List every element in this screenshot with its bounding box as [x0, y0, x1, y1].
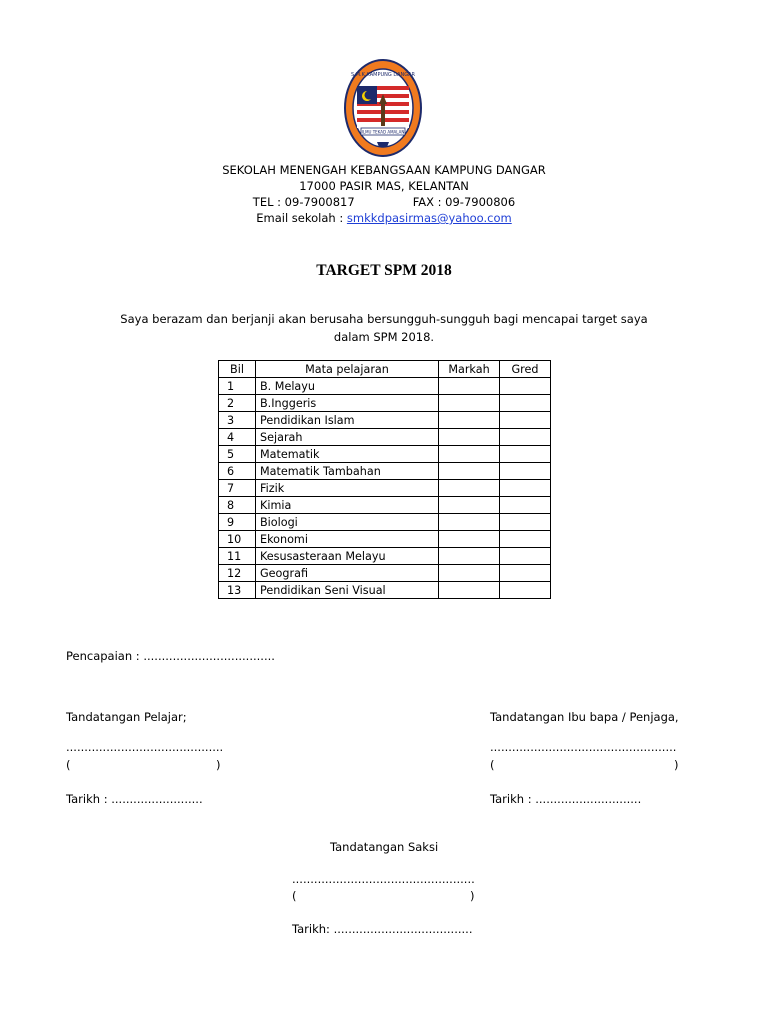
school-crest-logo: [343, 58, 423, 162]
cell-markah[interactable]: [439, 395, 500, 412]
cell-bil: 13: [219, 582, 256, 599]
cell-subject: Ekonomi: [256, 531, 439, 548]
cell-markah[interactable]: [439, 531, 500, 548]
cell-subject: B.Inggeris: [256, 395, 439, 412]
school-address: 17000 PASIR MAS, KELANTAN: [299, 179, 469, 193]
cell-gred[interactable]: [500, 378, 551, 395]
email-link[interactable]: smkkdpasirmas@yahoo.com: [346, 211, 512, 225]
table-row: [219, 412, 551, 429]
cell-markah[interactable]: [439, 565, 500, 582]
cell-bil: 9: [219, 514, 256, 531]
table-row: [219, 429, 551, 446]
cell-markah[interactable]: [439, 429, 500, 446]
student-date[interactable]: Tarikh : .........................: [66, 792, 203, 806]
table-row: [219, 548, 551, 565]
cell-gred[interactable]: [500, 480, 551, 497]
cell-bil: 3: [219, 412, 256, 429]
cell-subject: B. Melayu: [256, 378, 439, 395]
cell-subject: Kesusasteraan Melayu: [256, 548, 439, 565]
cell-bil: 2: [219, 395, 256, 412]
cell-gred[interactable]: [500, 412, 551, 429]
table-row: [219, 480, 551, 497]
student-signature-line[interactable]: ...........................................: [66, 740, 224, 754]
header-gred: Gred: [500, 361, 551, 378]
table-header-row: [219, 361, 551, 378]
cell-gred[interactable]: [500, 429, 551, 446]
witness-date[interactable]: Tarikh: ......................................: [292, 922, 473, 936]
cell-subject: Biologi: [256, 514, 439, 531]
cell-markah[interactable]: [439, 412, 500, 429]
witness-name-open: (: [292, 889, 297, 903]
table-row: [219, 446, 551, 463]
witness-signature-label: Tandatangan Saksi: [330, 840, 439, 854]
table-row: [219, 514, 551, 531]
cell-gred[interactable]: [500, 565, 551, 582]
contact-line: [0, 194, 768, 210]
cell-subject: Sejarah: [256, 429, 439, 446]
table-row: [219, 582, 551, 599]
parent-name-close: ): [674, 758, 679, 772]
table-row: [219, 463, 551, 480]
table-row: [219, 395, 551, 412]
witness-name-close: ): [470, 889, 475, 903]
cell-bil: 1: [219, 378, 256, 395]
parent-name-open: (: [490, 758, 495, 772]
email-label: Email sekolah :: [256, 211, 347, 225]
table-row: [219, 378, 551, 395]
cell-gred[interactable]: [500, 514, 551, 531]
cell-bil: 7: [219, 480, 256, 497]
cell-bil: 11: [219, 548, 256, 565]
table-row: [219, 497, 551, 514]
cell-gred[interactable]: [500, 497, 551, 514]
cell-gred[interactable]: [500, 446, 551, 463]
cell-markah[interactable]: [439, 497, 500, 514]
cell-subject: Matematik Tambahan: [256, 463, 439, 480]
cell-bil: 4: [219, 429, 256, 446]
cell-subject: Kimia: [256, 497, 439, 514]
tel-number: TEL : 09-7900817: [252, 195, 355, 209]
parent-signature-line[interactable]: ...................................................: [490, 740, 677, 754]
cell-bil: 12: [219, 565, 256, 582]
cell-gred[interactable]: [500, 548, 551, 565]
cell-markah[interactable]: [439, 582, 500, 599]
cell-gred[interactable]: [500, 395, 551, 412]
school-name: SEKOLAH MENENGAH KEBANGSAAN KAMPUNG DANGAR: [222, 163, 546, 177]
header-bil: Bil: [219, 361, 256, 378]
fax-number: FAX : 09-7900806: [412, 195, 516, 209]
cell-subject: Pendidikan Seni Visual: [256, 582, 439, 599]
cell-bil: 5: [219, 446, 256, 463]
cell-bil: 10: [219, 531, 256, 548]
logo-banner-text: ILMU TEKAD AMALAN: [361, 129, 405, 135]
parent-date[interactable]: Tarikh : .............................: [490, 792, 642, 806]
parent-signature-label: Tandatangan Ibu bapa / Penjaga,: [490, 710, 679, 724]
cell-markah[interactable]: [439, 548, 500, 565]
cell-gred[interactable]: [500, 582, 551, 599]
target-table: [218, 360, 551, 599]
student-name-close: ): [216, 758, 221, 772]
witness-signature-line[interactable]: ..................................................: [292, 872, 475, 886]
cell-bil: 8: [219, 497, 256, 514]
cell-gred[interactable]: [500, 531, 551, 548]
cell-gred[interactable]: [500, 463, 551, 480]
cell-subject: Geografi: [256, 565, 439, 582]
cell-subject: Matematik: [256, 446, 439, 463]
header-subject: Mata pelajaran: [256, 361, 439, 378]
pledge-text: Saya berazam dan berjanji akan berusaha bersungguh-sungguh bagi mencapai target saya dalam SPM 2018.: [120, 312, 648, 344]
cell-markah[interactable]: [439, 446, 500, 463]
cell-markah[interactable]: [439, 463, 500, 480]
table-body: [219, 378, 551, 599]
student-name-open: (: [66, 758, 71, 772]
page-title: TARGET SPM 2018: [316, 262, 452, 279]
cell-markah[interactable]: [439, 378, 500, 395]
cell-subject: Fizik: [256, 480, 439, 497]
cell-markah[interactable]: [439, 480, 500, 497]
student-signature-label: Tandatangan Pelajar;: [66, 710, 187, 724]
cell-bil: 6: [219, 463, 256, 480]
table-row: [219, 531, 551, 548]
cell-markah[interactable]: [439, 514, 500, 531]
achievement-line: Pencapaian : ....................................: [66, 649, 275, 663]
logo-ring-text: S.M.K KAMPUNG DANGAR: [350, 72, 416, 78]
header-markah: Markah: [439, 361, 500, 378]
email-line: [0, 210, 768, 226]
cell-subject: Pendidikan Islam: [256, 412, 439, 429]
table-row: [219, 565, 551, 582]
